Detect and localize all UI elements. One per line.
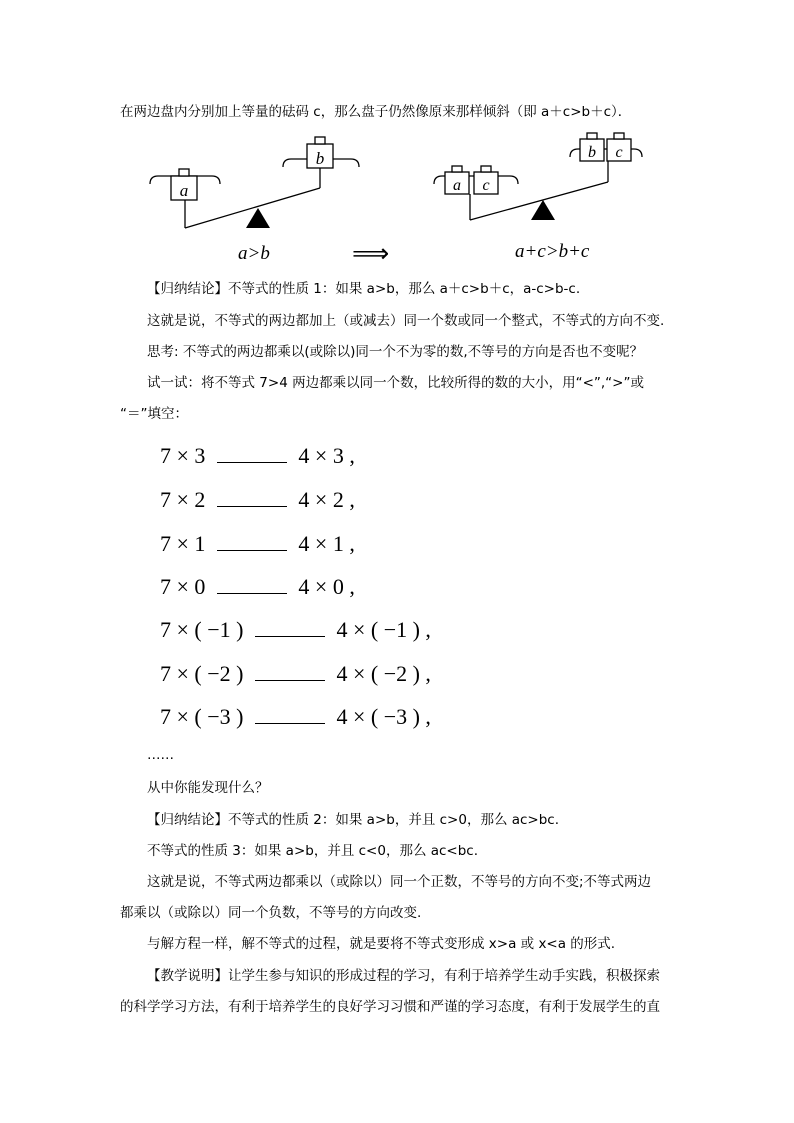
- intro-line: 在两边盘内分别加上等量的砝码 c，那么盘子仍然像原来那样倾斜（即 a＋c>b＋c）．: [120, 104, 632, 120]
- weight-a-label: a: [179, 181, 189, 200]
- right-fulcrum: [531, 200, 555, 220]
- discovery-question: 从中你能发现什么？: [147, 780, 269, 796]
- explanation-1: 这就是说，不等式的两边都加上（或减去）同一个数或同一个整式，不等式的方向不变.: [147, 313, 665, 329]
- exercise-row: [160, 443, 355, 469]
- exercise-left: 7 × 0: [160, 574, 206, 599]
- explanation-2-line-1: 这就是说，不等式两边都乘以（或除以）同一个正数，不等号的方向不变;不等式两边: [147, 874, 652, 890]
- think-question: 思考: 不等式的两边都乘以(或除以)同一个不为零的数,不等号的方向是否也不变呢？: [147, 344, 644, 360]
- answer-blank[interactable]: [217, 488, 287, 507]
- exercise-right: 4 × ( −1 ) ,: [336, 617, 431, 642]
- teaching-note-line-1: 【教学说明】让学生参与知识的形成过程的学习，有利于培养学生动手实践，积极探索: [147, 968, 660, 984]
- exercise-right: 4 × ( −2 ) ,: [336, 661, 431, 686]
- exercise-left: 7 × ( −2 ): [160, 661, 244, 686]
- answer-blank[interactable]: [217, 575, 287, 594]
- exercise-right: 4 × 1 ,: [298, 531, 355, 556]
- explanation-2-line-2: 都乘以（或除以）同一个负数，不等号的方向改变.: [120, 905, 422, 921]
- property-3: 不等式的性质 3：如果 a>b，并且 c<0，那么 ac<bc.: [147, 843, 479, 859]
- weight-c2-label: c: [615, 144, 623, 161]
- solve-inequality-line: 与解方程一样，解不等式的过程，就是要将不等式变形成 x>a 或 x<a 的形式.: [147, 936, 616, 952]
- exercise-left: 7 × 1: [160, 531, 206, 556]
- left-caption: a>b: [238, 243, 270, 264]
- answer-blank[interactable]: [255, 618, 325, 637]
- try-instruction-line-1: 试一试：将不等式 7>4 两边都乘以同一个数，比较所得的数的大小，用“<”,“>”或: [147, 375, 644, 391]
- right-caption: a+c>b+c: [515, 241, 590, 262]
- answer-blank[interactable]: [255, 662, 325, 681]
- answer-blank[interactable]: [217, 444, 287, 463]
- weight-c1-label: c: [482, 177, 490, 194]
- answer-blank[interactable]: [255, 705, 325, 724]
- implies-arrow: ⟹: [352, 239, 390, 269]
- exercise-right: 4 × 3 ,: [298, 443, 355, 468]
- exercise-right: 4 × 0 ,: [298, 574, 355, 599]
- exercise-row: [160, 661, 431, 687]
- weight-a2-label: a: [453, 177, 461, 194]
- exercise-right: 4 × 2 ,: [298, 487, 355, 512]
- right-balance: [434, 133, 642, 220]
- exercise-row: [160, 487, 355, 513]
- exercise-row: [160, 617, 431, 643]
- exercise-left: 7 × 2: [160, 487, 206, 512]
- exercise-row: [160, 574, 355, 600]
- teaching-note-line-2: 的科学学习方法，有利于培养学生的良好学习习惯和严谨的学习态度，有利于发展学生的直: [120, 999, 660, 1015]
- exercise-row: [160, 531, 355, 557]
- answer-blank[interactable]: [217, 532, 287, 551]
- conclusion-2: 【归纳结论】不等式的性质 2：如果 a>b，并且 c>0，那么 ac>bc.: [147, 812, 560, 828]
- left-fulcrum: [246, 208, 270, 228]
- balance-figure: [0, 128, 794, 288]
- ellipsis: ……: [147, 747, 174, 763]
- conclusion-1: 【归纳结论】不等式的性质 1：如果 a>b，那么 a＋c>b＋c，a-c>b-c.: [147, 281, 581, 297]
- exercise-right: 4 × ( −3 ) ,: [336, 704, 431, 729]
- exercise-left: 7 × 3: [160, 443, 206, 468]
- weight-b2-label: b: [588, 144, 596, 161]
- exercise-left: 7 × ( −3 ): [160, 704, 244, 729]
- try-instruction-line-2: “＝”填空：: [120, 406, 188, 422]
- exercise-left: 7 × ( −1 ): [160, 617, 244, 642]
- weight-b-label: b: [315, 149, 325, 168]
- exercise-row: [160, 704, 431, 730]
